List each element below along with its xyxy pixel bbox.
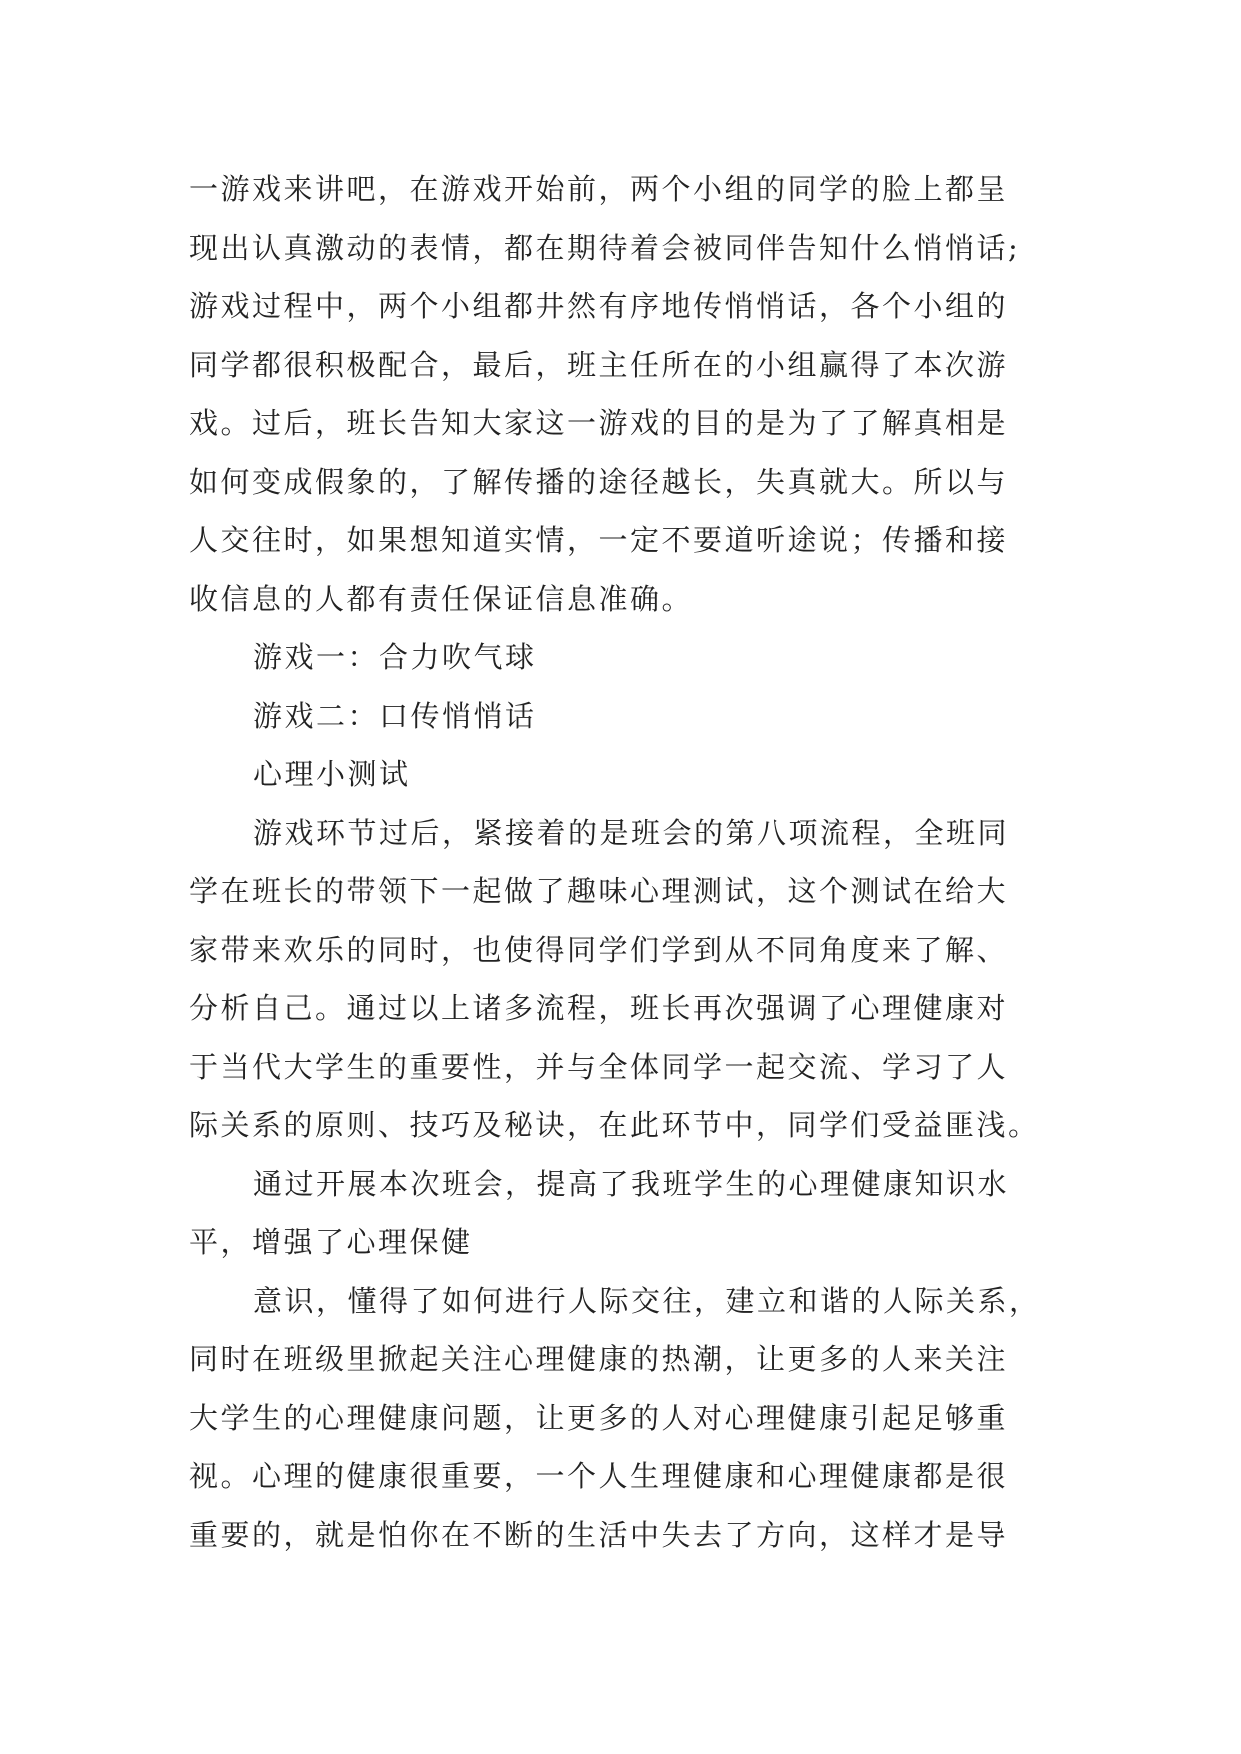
text-line: 际关系的原则、技巧及秘诀，在此环节中，同学们受益匪浅。 — [189, 1108, 1040, 1142]
text-line: 通过开展本次班会，提高了我班学生的心理健康知识水 — [253, 1166, 1010, 1201]
text-line: 分析自己。通过以上诸多流程，班长再次强调了心理健康对 — [189, 991, 1009, 1025]
heading-game-two: 游戏二：口传悄悄话 — [253, 698, 537, 733]
text-line: 大学生的心理健康问题，让更多的人对心理健康引起足够重 — [189, 1400, 1009, 1435]
text-line: 学在班长的带领下一起做了趣味心理测试，这个测试在给大 — [189, 874, 1009, 908]
text-line: 收信息的人都有责任保证信息准确。 — [189, 581, 694, 616]
text-line: 游戏过程中，两个小组都井然有序地传悄悄话，各个小组的 — [189, 289, 1009, 323]
text-line: 人交往时，如果想知道实情，一定不要道听途说；传播和接 — [189, 523, 1009, 557]
text-line: 同时在班级里掀起关注心理健康的热潮，让更多的人来关注 — [189, 1342, 1009, 1376]
text-line: 同学都很积极配合，最后，班主任所在的小组赢得了本次游 — [189, 347, 1009, 382]
text-line: 戏。过后，班长告知大家这一游戏的目的是为了了解真相是 — [189, 406, 1009, 440]
heading-psych-test: 心理小测试 — [253, 757, 411, 791]
text-line: 如何变成假象的，了解传播的途径越长，失真就大。所以与 — [189, 464, 1009, 499]
text-line: 于当代大学生的重要性，并与全体同学一起交流、学习了人 — [189, 1049, 1009, 1084]
document-body — [189, 160, 1061, 1564]
text-line: 家带来欢乐的同时，也使得同学们学到从不同角度来了解、 — [189, 932, 1009, 967]
text-line: 重要的，就是怕你在不断的生活中失去了方向，这样才是导 — [189, 1517, 1009, 1552]
text-line: 现出认真激动的表情，都在期待着会被同伴告知什么悄悄话; — [189, 230, 1021, 265]
text-line: 视。心理的健康很重要，一个人生理健康和心理健康都是很 — [189, 1459, 1009, 1493]
text-line: 意识，懂得了如何进行人际交往，建立和谐的人际关系， — [253, 1283, 1041, 1318]
heading-game-one: 游戏一：合力吹气球 — [253, 640, 537, 674]
text-line: 一游戏来讲吧，在游戏开始前，两个小组的同学的脸上都呈 — [189, 172, 1009, 206]
text-line: 平，增强了心理保健 — [189, 1225, 473, 1259]
text-line: 游戏环节过后，紧接着的是班会的第八项流程，全班同 — [253, 815, 1010, 850]
